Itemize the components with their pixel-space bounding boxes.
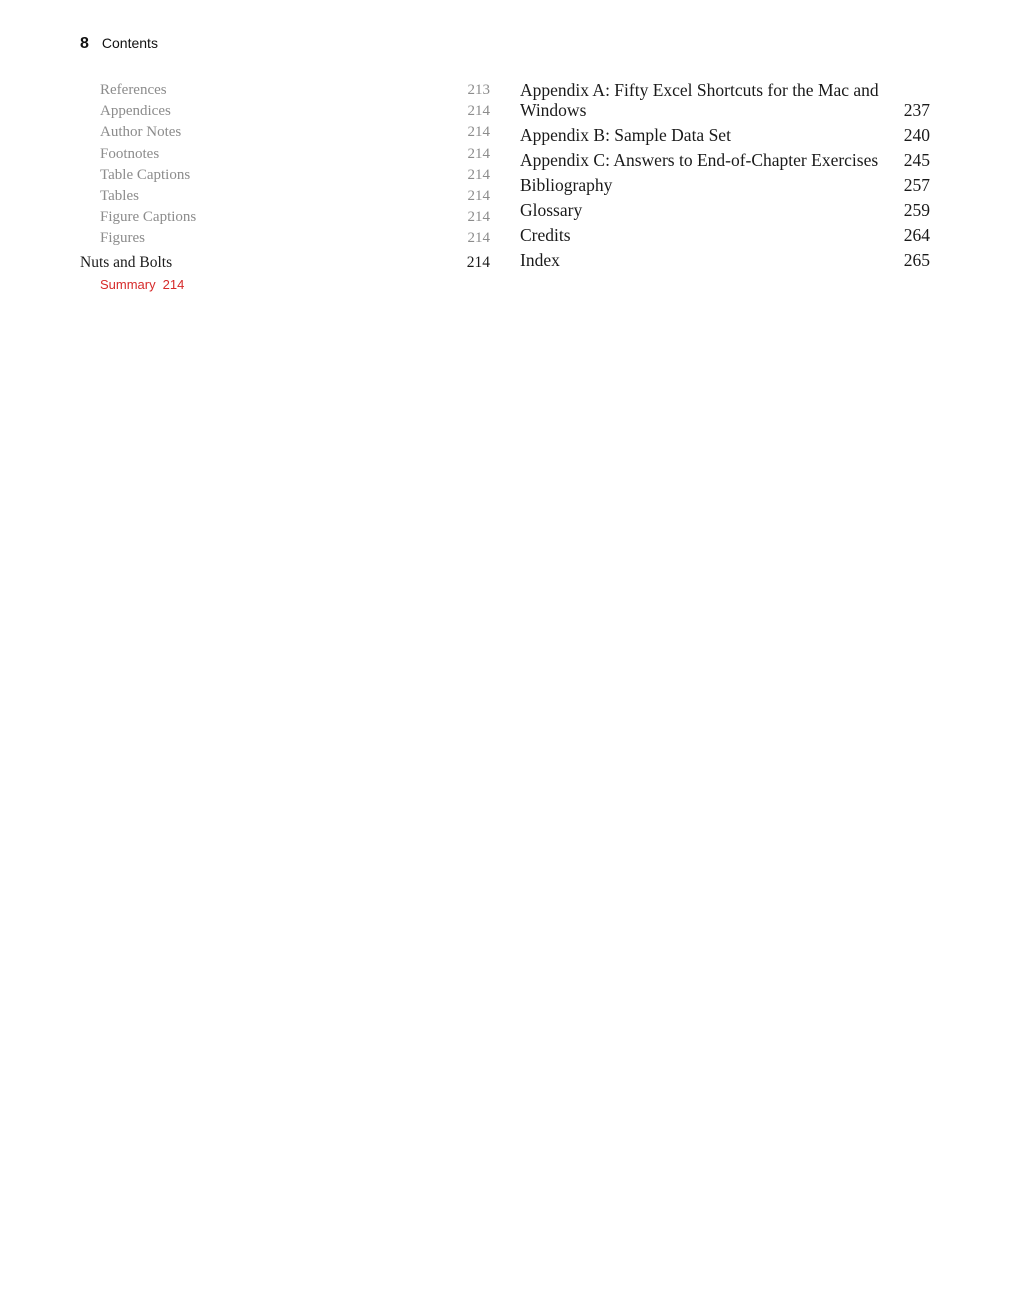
toc-right-column xyxy=(520,80,930,275)
toc-main-entry[interactable] xyxy=(80,251,490,274)
toc-subentry[interactable] xyxy=(80,165,490,186)
toc-entry[interactable] xyxy=(520,125,930,145)
toc-entry-label: Figures xyxy=(100,230,145,247)
toc-entry-label: Appendix B: Sample Data Set xyxy=(520,125,731,145)
summary-label: Summary xyxy=(100,276,156,292)
toc-entry-label: Credits xyxy=(520,225,571,245)
toc-entry-page: 265 xyxy=(903,250,930,270)
toc-summary-entry[interactable] xyxy=(80,275,490,295)
toc-entry[interactable] xyxy=(520,175,930,195)
toc-entry-label: Footnotes xyxy=(100,145,160,162)
toc-subentry[interactable] xyxy=(80,122,490,143)
toc-entry-page: 214 xyxy=(467,230,490,247)
toc-left-column xyxy=(80,80,490,295)
toc-entry-page: 214 xyxy=(467,187,490,204)
section-title: Contents xyxy=(101,35,158,51)
toc-subentry[interactable] xyxy=(80,228,490,249)
page-number: 8 xyxy=(80,35,89,52)
toc-subentry[interactable] xyxy=(80,186,490,207)
toc-entry-page: 214 xyxy=(467,124,490,141)
toc-entry-page: 257 xyxy=(903,175,930,195)
toc-entry-page: 213 xyxy=(467,81,490,98)
toc-entry-label: Appendix A: Fifty Excel Shortcuts for the Mac and Windows xyxy=(520,80,879,120)
toc-entry[interactable] xyxy=(520,200,930,220)
toc-entry-label: Figure Captions xyxy=(100,209,197,226)
toc-subentry[interactable] xyxy=(80,144,490,165)
toc-entry-label: Index xyxy=(520,250,560,270)
toc-entry[interactable] xyxy=(520,150,930,170)
toc-entry-page: 214 xyxy=(467,145,490,162)
toc-subentry[interactable] xyxy=(80,207,490,228)
toc-entry-page: 214 xyxy=(467,209,490,226)
toc-entry[interactable] xyxy=(520,250,930,270)
toc-entry-label: Bibliography xyxy=(520,175,613,195)
toc-entry-page: 264 xyxy=(903,225,930,245)
toc-entry-label: References xyxy=(100,81,167,98)
toc-entry[interactable] xyxy=(520,225,930,245)
toc-entry-label: Tables xyxy=(100,187,139,204)
toc-entry-label: Author Notes xyxy=(100,124,182,141)
toc-entry-label: Appendices xyxy=(100,103,171,120)
toc-entry-page: 237 xyxy=(903,100,930,120)
toc-entry[interactable] xyxy=(520,80,930,120)
toc-subentry[interactable] xyxy=(80,80,490,101)
toc-entry-label: Nuts and Bolts xyxy=(80,253,173,271)
toc-entry-page: 240 xyxy=(903,125,930,145)
summary-page: 214 xyxy=(162,276,185,292)
toc-entry-page: 214 xyxy=(467,166,490,183)
toc-subentry[interactable] xyxy=(80,101,490,122)
running-head xyxy=(80,35,158,53)
toc-entry-label: Appendix C: Answers to End-of-Chapter Exercises xyxy=(520,150,879,170)
toc-entry-page: 214 xyxy=(467,103,490,120)
toc-entry-page: 259 xyxy=(903,200,930,220)
toc-entry-page: 245 xyxy=(903,150,930,170)
toc-entry-label: Table Captions xyxy=(100,166,191,183)
toc-entry-label: Glossary xyxy=(520,200,583,220)
toc-entry-page: 214 xyxy=(466,253,490,271)
